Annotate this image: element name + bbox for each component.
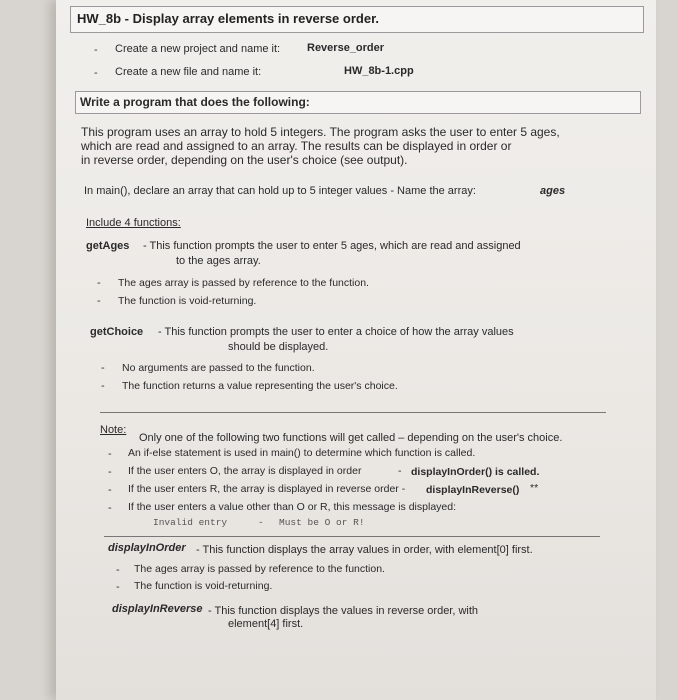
displayinreverse-desc-1: - This function displays the values in reverse order, with <box>208 605 479 617</box>
file-name: HW_8b-1.cpp <box>344 65 414 77</box>
displayinorder-desc: - This function displays the array values in order, with element[0] first. <box>196 544 533 556</box>
project-name: Reverse_order <box>307 42 385 54</box>
display-in-reverse-call: displayInReverse() <box>426 484 520 496</box>
getchoice-desc-2: should be displayed. <box>228 341 329 353</box>
getchoice-desc-1: - This function prompts the user to enter a choice of how the array values <box>158 326 514 338</box>
task-heading: Write a program that does the following: <box>80 95 310 109</box>
displayinorder-bullet-2: The function is void-returning. <box>134 580 273 592</box>
main-instruction: In main(), declare an array that can hold up to 5 integer values - Name the array: <box>84 185 476 197</box>
note-label: Note: <box>100 424 127 436</box>
dash: - <box>116 581 120 593</box>
dash: - <box>108 502 112 514</box>
dash: - <box>94 44 98 56</box>
dash: - <box>101 380 105 392</box>
note-bullet-4: If the user enters a value other than O or R, this message is displayed: <box>128 501 457 513</box>
note-bullet-2: If the user enters O, the array is displayed in order <box>128 465 362 477</box>
dash: - <box>94 67 98 79</box>
file-instruction: Create a new file and name it: <box>115 66 262 78</box>
dash: - <box>108 484 112 496</box>
project-instruction: Create a new project and name it: <box>115 43 281 55</box>
displayinorder-name: displayInOrder <box>108 542 186 554</box>
displayinorder-bullet-1: The ages array is passed by reference to the function. <box>134 563 385 575</box>
getages-bullet-1: The ages array is passed by reference to the function. <box>118 277 369 289</box>
display-in-order-call: displayInOrder() is called. <box>411 466 540 478</box>
array-name: ages <box>540 185 566 197</box>
must-be-code: Must be O or R! <box>279 517 365 528</box>
intro-line-2-text: which are read and assigned to an array. The results can be displayed in order or <box>81 139 512 153</box>
dash: - <box>97 277 101 289</box>
getages-desc-1: - This function prompts the user to enter 5 ages, which are read and assigned <box>143 240 521 252</box>
intro-line-1: This program uses an array to hold 5 integers. The program asks the user to enter 5 ages, <box>81 125 560 139</box>
intro-line-3: in reverse order, depending on the user's choice (see output). <box>81 153 408 167</box>
invalid-entry-code: Invalid entry <box>153 517 228 528</box>
intro-line-2 <box>81 139 511 153</box>
getchoice-bullet-2: The function returns a value representing the user's choice. <box>122 380 398 392</box>
dash: - <box>108 466 112 478</box>
page-title: HW_8b - Display array elements in reverse order. <box>77 11 380 26</box>
note-bullet-1: An if-else statement is used in main() to determine which function is called. <box>128 447 476 459</box>
dash: - <box>108 448 112 460</box>
dash: - <box>258 517 264 528</box>
getages-desc-2: to the ages array. <box>176 255 261 267</box>
getages-bullet-2: The function is void-returning. <box>118 295 257 307</box>
note-bullet-3: If the user enters R, the array is displayed in reverse order - <box>128 483 406 495</box>
getchoice-bullet-1: No arguments are passed to the function. <box>122 362 315 374</box>
dash: - <box>116 564 120 576</box>
dash: - <box>398 465 402 477</box>
getages-name: getAges <box>86 240 130 252</box>
divider <box>100 412 606 413</box>
displayinreverse-desc-2: element[4] first. <box>228 618 304 630</box>
footnote-mark: ** <box>530 482 539 494</box>
dash: - <box>97 295 101 307</box>
functions-heading: Include 4 functions: <box>86 217 181 229</box>
note-text: Only one of the following two functions will get called – depending on the user's choice. <box>139 432 563 444</box>
dash: - <box>101 362 105 374</box>
getchoice-name: getChoice <box>90 326 144 338</box>
divider <box>104 536 600 537</box>
displayinreverse-name: displayInReverse <box>112 603 203 615</box>
